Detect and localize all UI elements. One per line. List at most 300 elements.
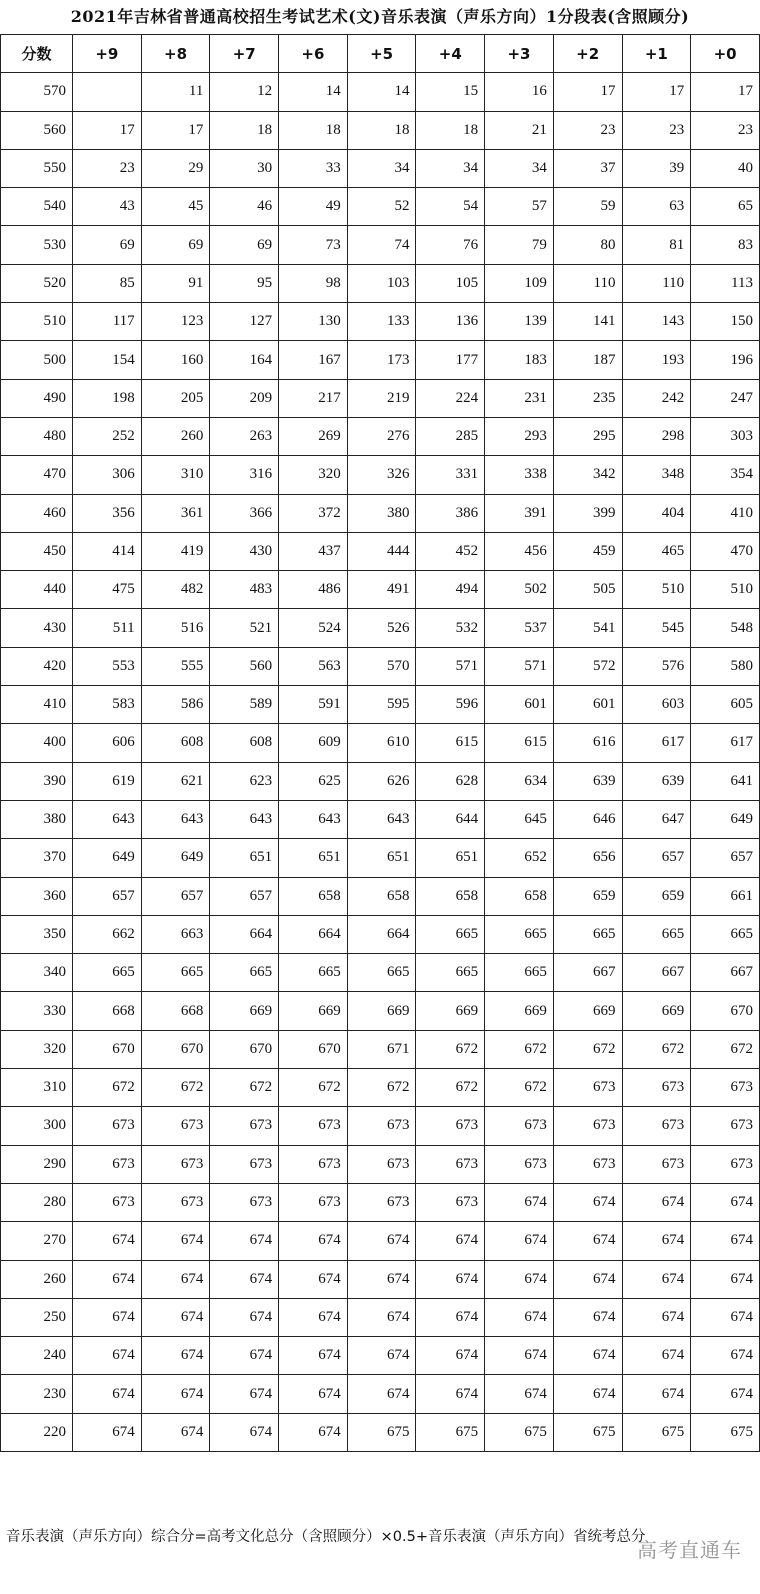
count-cell: 674 <box>210 1413 279 1451</box>
count-cell: 73 <box>279 226 348 264</box>
count-cell: 139 <box>485 303 554 341</box>
count-cell: 674 <box>622 1375 691 1413</box>
column-header: +9 <box>73 35 142 73</box>
score-cell: 490 <box>1 379 73 417</box>
count-cell: 621 <box>141 762 210 800</box>
count-cell: 639 <box>553 762 622 800</box>
count-cell: 643 <box>210 800 279 838</box>
count-cell: 34 <box>416 149 485 187</box>
count-cell: 456 <box>485 532 554 570</box>
table-row <box>1 73 760 111</box>
count-cell: 167 <box>279 341 348 379</box>
count-cell: 667 <box>691 954 760 992</box>
score-cell: 340 <box>1 954 73 992</box>
count-cell: 548 <box>691 609 760 647</box>
count-cell: 651 <box>210 839 279 877</box>
count-cell: 110 <box>553 264 622 302</box>
count-cell: 674 <box>141 1375 210 1413</box>
count-cell: 663 <box>141 915 210 953</box>
count-cell: 79 <box>485 226 554 264</box>
count-cell: 109 <box>485 264 554 302</box>
count-cell: 651 <box>279 839 348 877</box>
count-cell: 37 <box>553 149 622 187</box>
count-cell: 537 <box>485 609 554 647</box>
count-cell: 658 <box>347 877 416 915</box>
score-cell: 430 <box>1 609 73 647</box>
score-cell: 480 <box>1 417 73 455</box>
count-cell: 674 <box>141 1260 210 1298</box>
count-cell: 160 <box>141 341 210 379</box>
count-cell: 672 <box>347 1069 416 1107</box>
count-cell: 674 <box>73 1260 142 1298</box>
count-cell: 65 <box>691 188 760 226</box>
count-cell: 17 <box>141 111 210 149</box>
count-cell: 570 <box>347 647 416 685</box>
count-cell: 623 <box>210 762 279 800</box>
count-cell: 673 <box>416 1145 485 1183</box>
score-cell: 260 <box>1 1260 73 1298</box>
count-cell: 674 <box>279 1260 348 1298</box>
count-cell: 674 <box>347 1260 416 1298</box>
count-cell: 331 <box>416 456 485 494</box>
table-row <box>1 1222 760 1260</box>
table-row <box>1 609 760 647</box>
count-cell: 18 <box>210 111 279 149</box>
count-cell: 674 <box>73 1375 142 1413</box>
count-cell: 293 <box>485 417 554 455</box>
count-cell: 18 <box>279 111 348 149</box>
count-cell: 659 <box>622 877 691 915</box>
table-row <box>1 686 760 724</box>
count-cell: 545 <box>622 609 691 647</box>
count-cell: 40 <box>691 149 760 187</box>
count-cell: 46 <box>210 188 279 226</box>
table-row <box>1 915 760 953</box>
column-header: +7 <box>210 35 279 73</box>
count-cell: 596 <box>416 686 485 724</box>
count-cell: 18 <box>416 111 485 149</box>
count-cell: 608 <box>210 724 279 762</box>
column-header: +6 <box>279 35 348 73</box>
count-cell: 652 <box>485 839 554 877</box>
table-row <box>1 647 760 685</box>
count-cell: 29 <box>141 149 210 187</box>
count-cell: 69 <box>210 226 279 264</box>
count-cell: 669 <box>210 992 279 1030</box>
score-cell: 530 <box>1 226 73 264</box>
count-cell: 198 <box>73 379 142 417</box>
table-row <box>1 264 760 302</box>
count-cell: 674 <box>141 1222 210 1260</box>
count-cell: 673 <box>553 1145 622 1183</box>
count-cell: 316 <box>210 456 279 494</box>
count-cell: 295 <box>553 417 622 455</box>
count-cell: 639 <box>622 762 691 800</box>
count-cell: 673 <box>347 1107 416 1145</box>
count-cell: 674 <box>485 1183 554 1221</box>
score-cell: 410 <box>1 686 73 724</box>
column-header: +2 <box>553 35 622 73</box>
count-cell: 670 <box>279 1030 348 1068</box>
score-cell: 350 <box>1 915 73 953</box>
count-cell: 674 <box>416 1260 485 1298</box>
count-cell: 269 <box>279 417 348 455</box>
count-cell: 399 <box>553 494 622 532</box>
count-cell: 665 <box>141 954 210 992</box>
count-cell: 674 <box>622 1222 691 1260</box>
count-cell: 672 <box>210 1069 279 1107</box>
count-cell: 674 <box>141 1413 210 1451</box>
count-cell: 80 <box>553 226 622 264</box>
count-cell: 674 <box>347 1375 416 1413</box>
table-row <box>1 1030 760 1068</box>
count-cell: 17 <box>73 111 142 149</box>
count-cell: 674 <box>485 1375 554 1413</box>
count-cell: 491 <box>347 571 416 609</box>
count-cell: 555 <box>141 647 210 685</box>
count-cell: 516 <box>141 609 210 647</box>
count-cell: 580 <box>691 647 760 685</box>
count-cell: 81 <box>622 226 691 264</box>
count-cell: 674 <box>210 1222 279 1260</box>
table-row <box>1 1183 760 1221</box>
count-cell: 505 <box>553 571 622 609</box>
count-cell: 553 <box>73 647 142 685</box>
count-cell: 664 <box>347 915 416 953</box>
count-cell: 356 <box>73 494 142 532</box>
count-cell: 103 <box>347 264 416 302</box>
count-cell: 673 <box>73 1145 142 1183</box>
count-cell: 209 <box>210 379 279 417</box>
watermark: 高考直通车 <box>637 1538 742 1562</box>
count-cell: 342 <box>553 456 622 494</box>
count-cell: 674 <box>347 1337 416 1375</box>
count-cell: 673 <box>279 1107 348 1145</box>
count-cell: 57 <box>485 188 554 226</box>
table-row <box>1 800 760 838</box>
count-cell: 673 <box>485 1145 554 1183</box>
score-cell: 510 <box>1 303 73 341</box>
count-cell: 674 <box>622 1337 691 1375</box>
count-cell: 674 <box>553 1222 622 1260</box>
count-cell: 674 <box>691 1260 760 1298</box>
count-cell: 651 <box>416 839 485 877</box>
count-cell: 63 <box>622 188 691 226</box>
count-cell: 91 <box>141 264 210 302</box>
column-header: +5 <box>347 35 416 73</box>
count-cell: 54 <box>416 188 485 226</box>
count-cell: 589 <box>210 686 279 724</box>
count-cell: 193 <box>622 341 691 379</box>
count-cell: 661 <box>691 877 760 915</box>
count-cell: 502 <box>485 571 554 609</box>
count-cell: 23 <box>553 111 622 149</box>
count-cell: 670 <box>691 992 760 1030</box>
count-cell: 674 <box>691 1337 760 1375</box>
count-cell: 643 <box>73 800 142 838</box>
count-cell: 657 <box>141 877 210 915</box>
count-cell: 658 <box>416 877 485 915</box>
count-cell: 674 <box>279 1298 348 1336</box>
count-cell: 177 <box>416 341 485 379</box>
table-row <box>1 188 760 226</box>
count-cell: 657 <box>691 839 760 877</box>
count-cell: 658 <box>279 877 348 915</box>
count-cell: 154 <box>73 341 142 379</box>
count-cell: 665 <box>416 954 485 992</box>
table-row <box>1 494 760 532</box>
footnote: 音乐表演（声乐方向）综合分=高考文化总分（含照顾分）×0.5+音乐表演（声乐方向）省统考总分 <box>6 1529 646 1545</box>
count-cell: 164 <box>210 341 279 379</box>
count-cell: 459 <box>553 532 622 570</box>
count-cell: 674 <box>553 1183 622 1221</box>
count-cell: 674 <box>416 1298 485 1336</box>
count-cell: 675 <box>553 1413 622 1451</box>
table-row <box>1 571 760 609</box>
count-cell: 117 <box>73 303 142 341</box>
count-cell: 665 <box>691 915 760 953</box>
count-cell: 231 <box>485 379 554 417</box>
count-cell: 674 <box>141 1337 210 1375</box>
count-cell: 674 <box>485 1298 554 1336</box>
score-cell: 390 <box>1 762 73 800</box>
count-cell: 675 <box>347 1413 416 1451</box>
count-cell: 672 <box>485 1030 554 1068</box>
count-cell: 23 <box>622 111 691 149</box>
score-cell: 330 <box>1 992 73 1030</box>
score-cell: 560 <box>1 111 73 149</box>
count-cell: 452 <box>416 532 485 570</box>
count-cell: 649 <box>73 839 142 877</box>
count-cell: 673 <box>279 1183 348 1221</box>
count-cell: 674 <box>485 1337 554 1375</box>
count-cell: 674 <box>210 1260 279 1298</box>
count-cell: 338 <box>485 456 554 494</box>
count-cell: 16 <box>485 73 554 111</box>
count-cell: 643 <box>347 800 416 838</box>
column-header: +4 <box>416 35 485 73</box>
count-cell: 674 <box>416 1337 485 1375</box>
count-cell: 674 <box>73 1413 142 1451</box>
score-cell: 550 <box>1 149 73 187</box>
column-header: +1 <box>622 35 691 73</box>
count-cell: 665 <box>279 954 348 992</box>
count-cell: 326 <box>347 456 416 494</box>
column-header: +0 <box>691 35 760 73</box>
count-cell: 673 <box>73 1107 142 1145</box>
count-cell: 617 <box>622 724 691 762</box>
table-row <box>1 839 760 877</box>
count-cell: 674 <box>279 1375 348 1413</box>
score-cell: 240 <box>1 1337 73 1375</box>
count-cell: 69 <box>141 226 210 264</box>
count-cell: 150 <box>691 303 760 341</box>
table-row <box>1 1069 760 1107</box>
score-cell: 280 <box>1 1183 73 1221</box>
table-row <box>1 1413 760 1451</box>
count-cell: 669 <box>553 992 622 1030</box>
count-cell: 510 <box>691 571 760 609</box>
count-cell: 674 <box>416 1375 485 1413</box>
count-cell: 615 <box>485 724 554 762</box>
count-cell: 419 <box>141 532 210 570</box>
count-cell: 675 <box>691 1413 760 1451</box>
count-cell: 672 <box>416 1069 485 1107</box>
count-cell: 670 <box>73 1030 142 1068</box>
count-cell: 659 <box>553 877 622 915</box>
count-cell: 17 <box>553 73 622 111</box>
score-cell: 370 <box>1 839 73 877</box>
count-cell: 674 <box>141 1298 210 1336</box>
count-cell: 672 <box>279 1069 348 1107</box>
count-cell: 673 <box>347 1145 416 1183</box>
count-cell: 43 <box>73 188 142 226</box>
count-cell: 320 <box>279 456 348 494</box>
count-cell: 615 <box>416 724 485 762</box>
count-cell: 571 <box>485 647 554 685</box>
count-cell: 23 <box>691 111 760 149</box>
count-cell: 601 <box>553 686 622 724</box>
score-cell: 270 <box>1 1222 73 1260</box>
count-cell: 366 <box>210 494 279 532</box>
score-cell: 380 <box>1 800 73 838</box>
count-cell: 665 <box>485 915 554 953</box>
count-cell: 532 <box>416 609 485 647</box>
count-cell: 130 <box>279 303 348 341</box>
count-cell: 143 <box>622 303 691 341</box>
count-cell: 643 <box>279 800 348 838</box>
count-cell: 521 <box>210 609 279 647</box>
score-cell: 460 <box>1 494 73 532</box>
count-cell: 662 <box>73 915 142 953</box>
count-cell: 674 <box>416 1222 485 1260</box>
count-cell: 576 <box>622 647 691 685</box>
count-cell: 83 <box>691 226 760 264</box>
count-cell: 123 <box>141 303 210 341</box>
table-row <box>1 954 760 992</box>
count-cell: 14 <box>347 73 416 111</box>
count-cell: 606 <box>73 724 142 762</box>
count-cell: 49 <box>279 188 348 226</box>
count-cell: 414 <box>73 532 142 570</box>
score-cell: 540 <box>1 188 73 226</box>
count-cell: 673 <box>691 1145 760 1183</box>
score-cell: 220 <box>1 1413 73 1451</box>
count-cell: 675 <box>416 1413 485 1451</box>
count-cell: 34 <box>347 149 416 187</box>
count-cell: 252 <box>73 417 142 455</box>
table-row <box>1 1107 760 1145</box>
count-cell: 674 <box>485 1260 554 1298</box>
count-cell: 634 <box>485 762 554 800</box>
count-cell: 673 <box>279 1145 348 1183</box>
count-cell: 260 <box>141 417 210 455</box>
table-row <box>1 1337 760 1375</box>
score-cell: 400 <box>1 724 73 762</box>
score-cell: 500 <box>1 341 73 379</box>
count-cell: 224 <box>416 379 485 417</box>
count-cell: 586 <box>141 686 210 724</box>
count-cell: 354 <box>691 456 760 494</box>
count-cell: 470 <box>691 532 760 570</box>
table-row <box>1 1260 760 1298</box>
count-cell: 483 <box>210 571 279 609</box>
count-cell: 526 <box>347 609 416 647</box>
score-distribution-table <box>0 34 760 1452</box>
score-cell: 310 <box>1 1069 73 1107</box>
count-cell: 33 <box>279 149 348 187</box>
count-cell: 105 <box>416 264 485 302</box>
count-cell: 674 <box>485 1222 554 1260</box>
count-cell: 306 <box>73 456 142 494</box>
count-cell: 674 <box>622 1260 691 1298</box>
count-cell: 674 <box>553 1298 622 1336</box>
count-cell: 674 <box>279 1413 348 1451</box>
count-cell: 571 <box>416 647 485 685</box>
count-cell: 541 <box>553 609 622 647</box>
count-cell: 524 <box>279 609 348 647</box>
count-cell: 673 <box>691 1107 760 1145</box>
count-cell: 674 <box>279 1222 348 1260</box>
count-cell: 674 <box>691 1298 760 1336</box>
count-cell: 668 <box>73 992 142 1030</box>
count-cell: 45 <box>141 188 210 226</box>
count-cell: 675 <box>485 1413 554 1451</box>
count-cell: 465 <box>622 532 691 570</box>
count-cell: 647 <box>622 800 691 838</box>
count-cell: 674 <box>210 1337 279 1375</box>
table-row <box>1 877 760 915</box>
count-cell: 263 <box>210 417 279 455</box>
table-row <box>1 341 760 379</box>
count-cell: 361 <box>141 494 210 532</box>
count-cell: 649 <box>691 800 760 838</box>
count-cell: 673 <box>622 1145 691 1183</box>
count-cell: 657 <box>210 877 279 915</box>
count-cell: 674 <box>279 1337 348 1375</box>
count-cell: 21 <box>485 111 554 149</box>
count-cell: 672 <box>73 1069 142 1107</box>
count-cell: 646 <box>553 800 622 838</box>
count-cell: 610 <box>347 724 416 762</box>
count-cell: 669 <box>279 992 348 1030</box>
count-cell: 651 <box>347 839 416 877</box>
count-cell: 672 <box>553 1030 622 1068</box>
count-cell: 673 <box>347 1183 416 1221</box>
count-cell: 141 <box>553 303 622 341</box>
table-row <box>1 992 760 1030</box>
count-cell: 608 <box>141 724 210 762</box>
count-cell: 673 <box>622 1069 691 1107</box>
count-cell: 285 <box>416 417 485 455</box>
count-cell: 645 <box>485 800 554 838</box>
count-cell: 372 <box>279 494 348 532</box>
column-header: 分数 <box>1 35 73 73</box>
score-cell: 570 <box>1 73 73 111</box>
count-cell: 187 <box>553 341 622 379</box>
count-cell: 657 <box>73 877 142 915</box>
count-cell: 665 <box>347 954 416 992</box>
count-cell: 669 <box>416 992 485 1030</box>
count-cell: 672 <box>622 1030 691 1068</box>
count-cell: 672 <box>691 1030 760 1068</box>
count-cell: 560 <box>210 647 279 685</box>
count-cell: 12 <box>210 73 279 111</box>
count-cell: 17 <box>691 73 760 111</box>
count-cell: 673 <box>553 1107 622 1145</box>
count-cell: 673 <box>73 1183 142 1221</box>
count-cell: 348 <box>622 456 691 494</box>
